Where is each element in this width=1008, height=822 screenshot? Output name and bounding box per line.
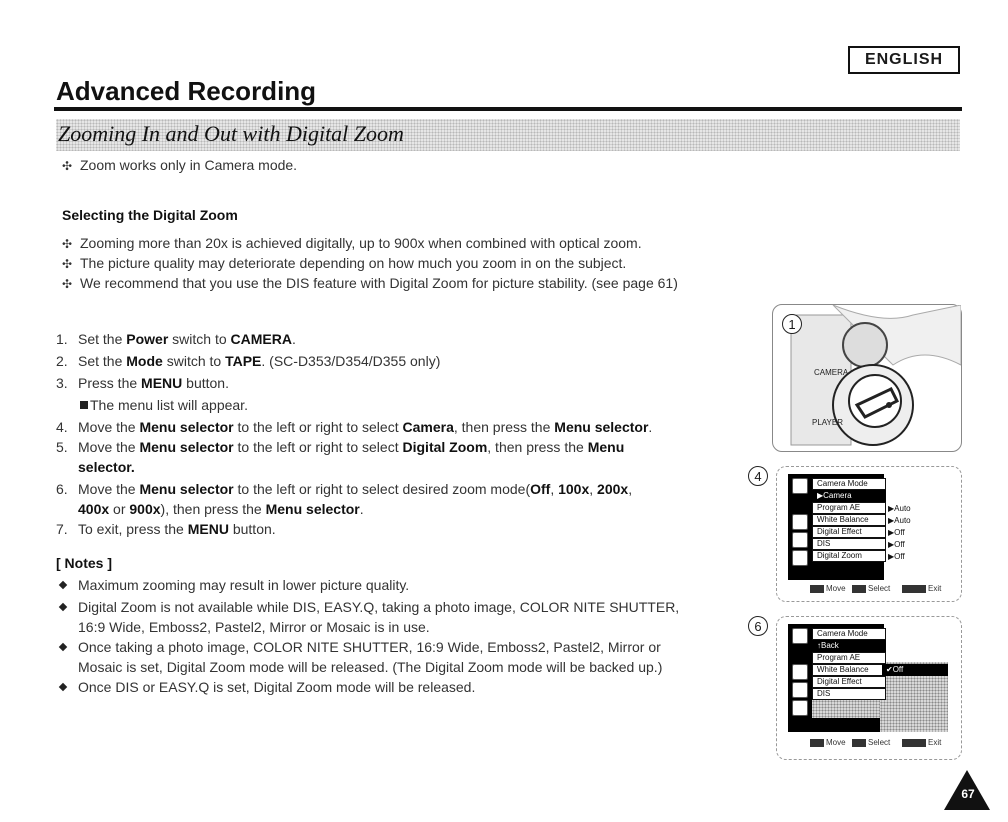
memory-menu-icon	[792, 550, 808, 566]
move-key-icon	[810, 585, 824, 593]
notes-heading: [ Notes ]	[56, 555, 112, 571]
footer-select: Select	[852, 738, 890, 747]
footer-exit: Exit	[902, 738, 941, 747]
footer-move: Move	[810, 738, 846, 747]
menu-item-camera[interactable]: ▶Camera	[812, 490, 886, 502]
menu-item[interactable]: White Balance	[812, 664, 886, 676]
menu-value: ▶Off	[888, 528, 905, 537]
callout-1: 1	[782, 314, 802, 334]
step-5-cont: selector.	[78, 459, 135, 475]
move-key-icon	[810, 739, 824, 747]
step-6: Move the Menu selector to the left or right to select desired zoom mode(Off, 100x, 200x,	[78, 481, 633, 497]
bullet-item: Zooming more than 20x is achieved digitally, up to 900x when combined with optical zoom.	[80, 235, 642, 251]
menu-key-icon	[902, 585, 926, 593]
menu-title: Camera Mode	[812, 478, 886, 490]
section-title: Zooming In and Out with Digital Zoom	[58, 121, 404, 146]
footer-select: Select	[852, 584, 890, 593]
bullet-icon: ✣	[62, 159, 73, 173]
note-bullet-icon	[59, 643, 67, 651]
memory-menu-icon	[792, 700, 808, 716]
callout-4: 4	[748, 466, 768, 486]
step-number: 4.	[56, 419, 68, 435]
menu-item[interactable]: Program AE	[812, 502, 886, 514]
step-3: Press the MENU button.	[78, 375, 229, 391]
tape-menu-icon	[792, 514, 808, 530]
menu-item[interactable]: White Balance	[812, 514, 886, 526]
bullet-item: We recommend that you use the DIS feature with Digital Zoom for picture stability. (see page 61)	[80, 275, 678, 291]
note-bullet-icon	[59, 581, 67, 589]
menu-item-digital-zoom[interactable]: Digital Zoom	[812, 550, 886, 562]
subheading: Selecting the Digital Zoom	[62, 207, 238, 223]
setting-menu-icon	[792, 532, 808, 548]
step-number: 1.	[56, 331, 68, 347]
zoom-row-dither	[812, 700, 880, 718]
step-3-sub: The menu list will appear.	[90, 397, 248, 413]
menu-item[interactable]: DIS	[812, 688, 886, 700]
bullet-icon: ✣	[62, 277, 73, 291]
step-number: 3.	[56, 375, 68, 391]
menu-item-back[interactable]: ↑Back	[812, 640, 886, 652]
menu-key-icon	[902, 739, 926, 747]
title-rule	[54, 107, 962, 111]
step-number: 7.	[56, 521, 68, 537]
bullet-icon: ✣	[62, 257, 73, 271]
page-title: Advanced Recording	[56, 76, 317, 106]
note-item: Once taking a photo image, COLOR NITE SHUTTER, 16:9 Wide, Emboss2, Pastel2, Mirror or	[78, 639, 661, 655]
bullet-icon: ✣	[62, 237, 73, 251]
page-number: 67	[961, 787, 975, 801]
menu-value: ▶Auto	[888, 504, 911, 513]
note-bullet-icon	[59, 683, 67, 691]
note-item: Maximum zooming may result in lower picture quality.	[78, 577, 410, 593]
step-6-cont: 400x or 900x), then press the Menu selector.	[78, 501, 364, 517]
menu-value: ▶Off	[888, 552, 905, 561]
menu-item[interactable]: DIS	[812, 538, 886, 550]
menu-value: ▶Auto	[888, 516, 911, 525]
step-number: 2.	[56, 353, 68, 369]
footer-exit: Exit	[902, 584, 941, 593]
note-item-cont: 16:9 Wide, Emboss2, Pastel2, Mirror or Mosaic is in use.	[78, 619, 430, 635]
sub-bullet-icon	[80, 401, 88, 409]
step-2: Set the Mode switch to TAPE. (SC-D353/D354/D355 only)	[78, 353, 441, 369]
menu-item[interactable]: Digital Effect	[812, 676, 886, 688]
menu-title: Camera Mode	[812, 628, 886, 640]
footer-move: Move	[810, 584, 846, 593]
menu-item[interactable]: Program AE	[812, 652, 886, 664]
select-key-icon	[852, 739, 866, 747]
note-bullet-icon	[59, 603, 67, 611]
language-badge: ENGLISH	[848, 46, 960, 74]
step-number: 6.	[56, 481, 68, 497]
intro-text: Zoom works only in Camera mode.	[80, 157, 298, 173]
menu-item[interactable]: Digital Effect	[812, 526, 886, 538]
select-key-icon	[852, 585, 866, 593]
step-4: Move the Menu selector to the left or right to select Camera, then press the Menu selector.	[78, 419, 653, 435]
tape-menu-icon	[792, 664, 808, 680]
note-item: Digital Zoom is not available while DIS, EASY.Q, taking a photo image, COLOR NITE SHUTTER,	[78, 599, 680, 615]
step-7: To exit, press the MENU button.	[78, 521, 276, 537]
step-number: 5.	[56, 439, 68, 455]
callout-6: 6	[748, 616, 768, 636]
step-5: Move the Menu selector to the left or right to select Digital Zoom, then press the Menu	[78, 439, 625, 455]
note-item-cont: Mosaic is set, Digital Zoom mode will be released. (The Digital Zoom mode will be backed up.)	[78, 659, 663, 675]
menu-value: ▶Off	[888, 540, 905, 549]
note-item: Once DIS or EASY.Q is set, Digital Zoom mode will be released.	[78, 679, 476, 695]
player-label: PLAYER	[812, 418, 843, 427]
setting-menu-icon	[792, 682, 808, 698]
zoom-option-off[interactable]: ✔Off	[882, 664, 948, 676]
bullet-item: The picture quality may deteriorate depending on how much you zoom in on the subject.	[80, 255, 627, 271]
camera-label: CAMERA	[814, 368, 849, 377]
camera-menu-icon	[792, 478, 808, 494]
camera-menu-icon	[792, 628, 808, 644]
step-1: Set the Power switch to CAMERA.	[78, 331, 296, 347]
